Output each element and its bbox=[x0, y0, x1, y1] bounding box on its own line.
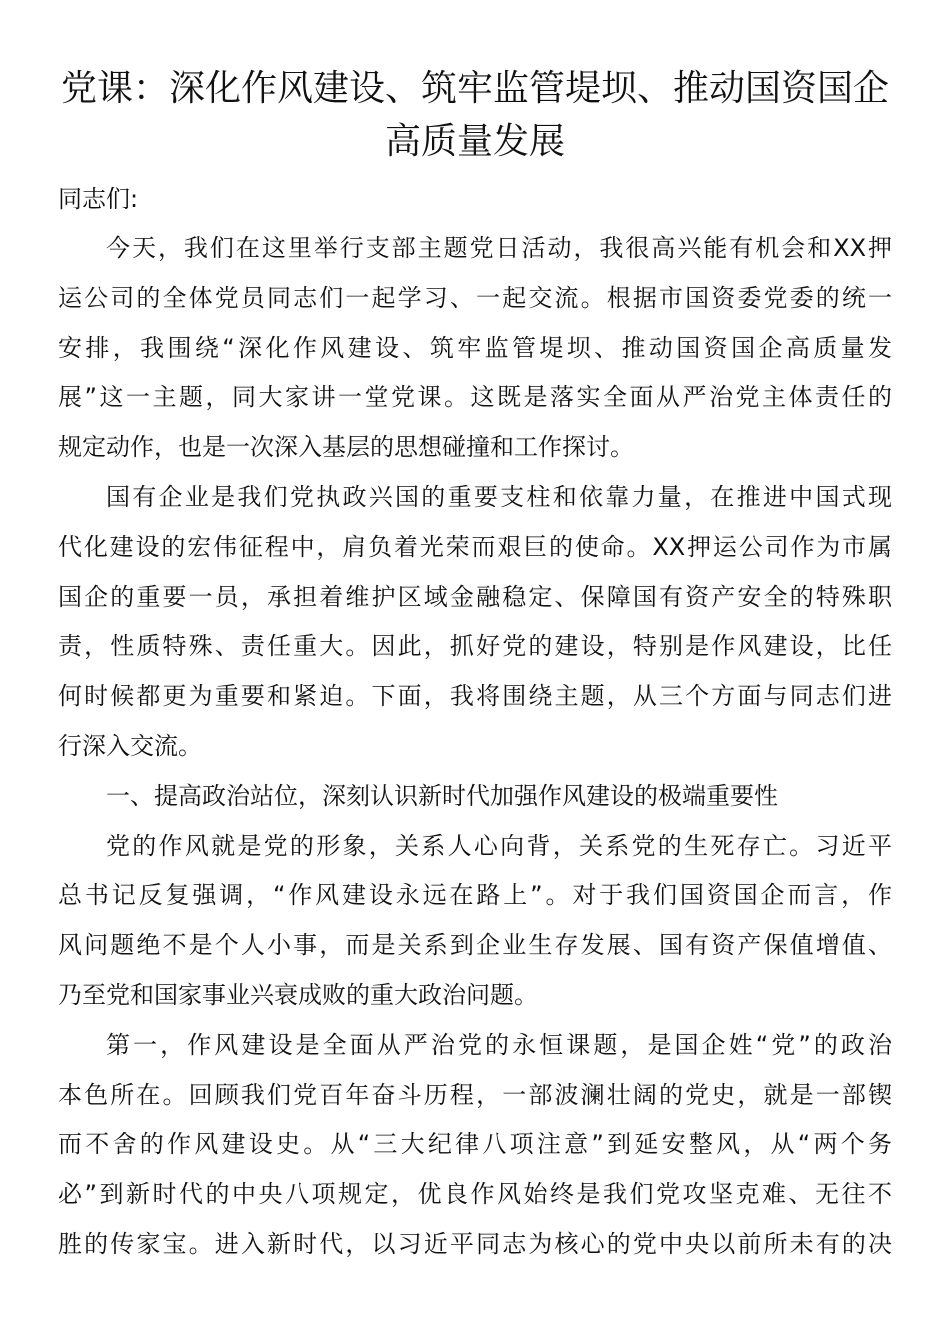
paragraph-line: 乃至党和国家事业兴衰成败的重大政治问题。 bbox=[58, 980, 538, 1009]
salutation: 同志们: bbox=[58, 185, 139, 213]
paragraph-line: 国企的重要一员，承担着维护区域金融稳定、保障国有资产安全的特殊职 bbox=[58, 582, 892, 611]
paragraph-line: 党的作风就是党的形象，关系人心向背，关系党的生死存亡。习近平 bbox=[106, 831, 892, 860]
paragraph-line: 胜的传家宝。进入新时代，以习近平同志为核心的党中央以前所未有的决 bbox=[58, 1229, 892, 1258]
paragraph-line: 而不舍的作风建设史。从“三大纪律八项注意”到延安整风，从“两个务 bbox=[58, 1130, 892, 1159]
document-page bbox=[58, 62, 892, 1270]
paragraph-line: 国有企业是我们党执政兴国的重要支柱和依靠力量，在推进中国式现 bbox=[106, 482, 892, 511]
paragraph-line: 本色所在。回顾我们党百年奋斗历程，一部波澜壮阔的党史，就是一部锲 bbox=[58, 1080, 892, 1109]
paragraph-line: 第一，作风建设是全面从严治党的永恒课题，是国企姓“党”的政治 bbox=[106, 1030, 892, 1059]
section-heading-1: 一、提高政治站位，深刻认识新时代加强作风建设的极端重要性 bbox=[106, 781, 778, 810]
paragraph-line: 何时候都更为重要和紧迫。下面，我将围绕主题，从三个方面与同志们进 bbox=[58, 682, 892, 711]
paragraph-party-style bbox=[58, 822, 892, 1021]
title-line-2: 高质量发展 bbox=[384, 121, 565, 162]
paragraph-line: 展”这一主题，同大家讲一堂党课。这既是落实全面从严治党主体责任的 bbox=[58, 383, 892, 412]
paragraph-line: 总书记反复强调，“作风建设永远在路上”。对于我们国资国企而言，作 bbox=[58, 881, 892, 910]
paragraph-line: 代化建设的宏伟征程中，肩负着光荣而艰巨的使命。XX押运公司作为市属 bbox=[58, 532, 892, 561]
document-title bbox=[58, 62, 892, 168]
paragraph-line: 运公司的全体党员同志们一起学习、一起交流。根据市国资委党委的统一 bbox=[58, 283, 892, 312]
paragraph-intro bbox=[58, 224, 892, 473]
paragraph-soe-role bbox=[58, 473, 892, 772]
paragraph-line: 必”到新时代的中央八项规定，优良作风始终是我们党攻坚克难、无往不 bbox=[58, 1180, 892, 1209]
paragraph-line: 安排，我围绕“深化作风建设、筑牢监管堤坝、推动国资国企高质量发 bbox=[58, 333, 892, 362]
paragraph-first-point bbox=[58, 1021, 892, 1270]
paragraph-line: 今天，我们在这里举行支部主题党日活动，我很高兴能有机会和XX押 bbox=[106, 234, 892, 262]
title-line-1: 党课：深化作风建设、筑牢监管堤坝、推动国资国企 bbox=[60, 68, 889, 109]
paragraph-line: 行深入交流。 bbox=[58, 731, 202, 760]
paragraph-line: 规定动作，也是一次深入基层的思想碰撞和工作探讨。 bbox=[58, 433, 634, 462]
paragraph-line: 责，性质特殊、责任重大。因此，抓好党的建设，特别是作风建设，比任 bbox=[58, 632, 892, 661]
paragraph-line: 风问题绝不是个人小事，而是关系到企业生存发展、国有资产保值增值、 bbox=[58, 931, 892, 960]
